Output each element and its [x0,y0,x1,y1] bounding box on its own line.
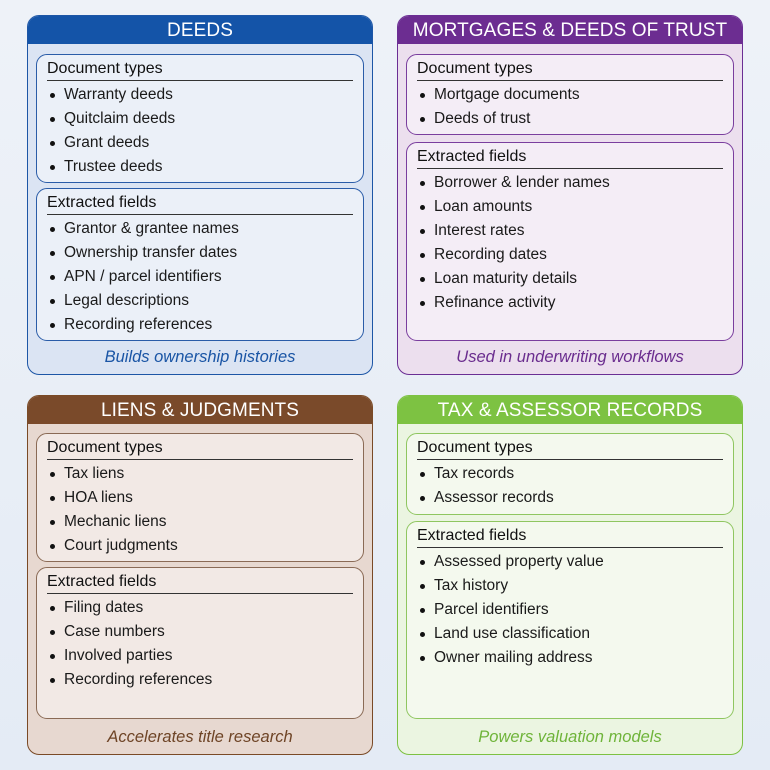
card-title: MORTGAGES & DEEDS OF TRUST [398,16,742,44]
list-item: Grant deeds [47,131,353,155]
list-item: Recording references [47,313,353,337]
list-item: Quitclaim deeds [47,107,353,131]
list-item: Loan amounts [417,195,723,219]
document-types-list [417,462,723,510]
mortgages-card [397,15,743,375]
card-footer: Used in underwriting workflows [456,348,684,366]
list-item: Tax records [417,462,723,486]
list-item: Land use classification [417,622,723,646]
section-title: Extracted fields [47,573,353,594]
extracted-fields-list [47,217,353,337]
document-types-section [36,433,364,562]
list-item: Tax history [417,574,723,598]
liens-card [27,395,373,755]
document-types-section [36,54,364,183]
extracted-fields-section [406,142,734,341]
list-item: Involved parties [47,644,353,668]
list-item: Loan maturity details [417,267,723,291]
list-item: HOA liens [47,486,353,510]
section-title: Extracted fields [417,527,723,548]
deeds-card [27,15,373,375]
section-title: Extracted fields [47,194,353,215]
extracted-fields-list [47,596,353,692]
document-types-list [47,83,353,179]
extracted-fields-section [36,567,364,719]
list-item: APN / parcel identifiers [47,265,353,289]
section-title: Document types [47,60,353,81]
list-item: Court judgments [47,534,353,558]
list-item: Assessed property value [417,550,723,574]
extracted-fields-list [417,171,723,315]
card-title: DEEDS [28,16,372,44]
extracted-fields-list [417,550,723,670]
list-item: Parcel identifiers [417,598,723,622]
list-item: Trustee deeds [47,155,353,179]
card-title: LIENS & JUDGMENTS [28,396,372,424]
extracted-fields-section [406,521,734,719]
list-item: Mechanic liens [47,510,353,534]
tax-assessor-card [397,395,743,755]
list-item: Assessor records [417,486,723,510]
list-item: Deeds of trust [417,107,723,131]
section-title: Document types [417,60,723,81]
section-title: Extracted fields [417,148,723,169]
card-footer: Accelerates title research [107,728,293,746]
list-item: Interest rates [417,219,723,243]
list-item: Filing dates [47,596,353,620]
list-item: Owner mailing address [417,646,723,670]
list-item: Warranty deeds [47,83,353,107]
document-types-section [406,54,734,135]
list-item: Mortgage documents [417,83,723,107]
list-item: Borrower & lender names [417,171,723,195]
list-item: Tax liens [47,462,353,486]
card-title: TAX & ASSESSOR RECORDS [398,396,742,424]
list-item: Recording references [47,668,353,692]
list-item: Case numbers [47,620,353,644]
card-footer: Powers valuation models [478,728,662,746]
extracted-fields-section [36,188,364,341]
document-types-list [417,83,723,131]
section-title: Document types [47,439,353,460]
document-types-list [47,462,353,558]
list-item: Refinance activity [417,291,723,315]
list-item: Recording dates [417,243,723,267]
list-item: Grantor & grantee names [47,217,353,241]
list-item: Legal descriptions [47,289,353,313]
section-title: Document types [417,439,723,460]
document-types-section [406,433,734,515]
card-footer: Builds ownership histories [104,348,296,366]
list-item: Ownership transfer dates [47,241,353,265]
